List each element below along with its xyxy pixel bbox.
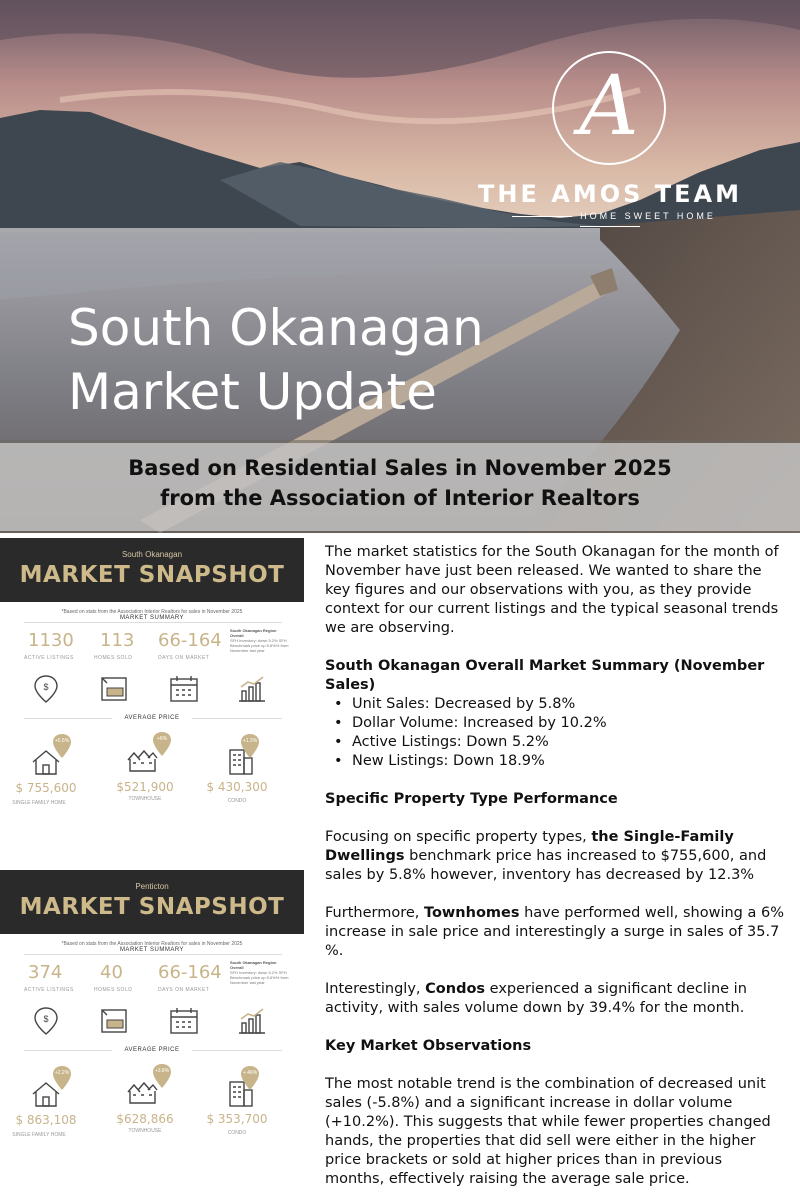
page-title bbox=[68, 296, 628, 424]
dollar-pin-icon bbox=[30, 1005, 62, 1037]
homes-sold-value: 40 bbox=[100, 962, 123, 983]
days-on-market-value: 66-164 bbox=[158, 962, 222, 983]
townhouse-label: TOWNHOUSE bbox=[128, 1128, 162, 1134]
region-note-text: SFH Inventory: down 5.2% SFH Benchmark price up 5.6%% from November last year bbox=[230, 638, 289, 653]
summary-heading: South Okanagan Overall Market Summary (November Sales) bbox=[325, 658, 765, 693]
dollar-pin-icon bbox=[30, 673, 62, 705]
divider bbox=[24, 622, 282, 623]
logo-monogram-icon bbox=[541, 48, 677, 168]
summary-item: • Unit Sales: Decreased by 5.8% bbox=[325, 695, 785, 714]
active-listings-value: 374 bbox=[28, 962, 63, 983]
summary-list bbox=[325, 695, 785, 771]
card-footnote: *Based on stats from the Association Interior Realtors for sales in November 2025 bbox=[61, 609, 243, 615]
logo-tagline: HOME SWEET HOME bbox=[470, 211, 750, 231]
days-on-market-value: 66-164 bbox=[158, 630, 222, 651]
average-price-label: AVERAGE PRICE bbox=[112, 1047, 192, 1053]
region-note bbox=[230, 960, 290, 985]
townhouse-price: $521,900 bbox=[116, 780, 174, 794]
th-text-post: have performed well, showing a 6% increase in sale price and interestingly a surge in sales of 35.7 %. bbox=[325, 905, 784, 959]
condo-text-bold: Condos bbox=[425, 981, 486, 997]
performance-heading: Specific Property Type Performance bbox=[325, 791, 618, 807]
active-listings-label: ACTIVE LISTINGS bbox=[24, 987, 74, 993]
th-text-bold: Townhomes bbox=[423, 905, 520, 921]
market-snapshot-card bbox=[0, 538, 304, 820]
th-change-badge bbox=[152, 731, 172, 757]
sfd-text-post: benchmark price has increased to $755,600, and sales by 5.8% however, inventory has decreased by 12.3% bbox=[325, 848, 767, 883]
condo-text-post: experienced a significant decline in activity, with sales volume down by 39.4% for the month. bbox=[325, 981, 747, 1016]
townhome-paragraph bbox=[325, 904, 785, 961]
article-body bbox=[325, 543, 785, 1189]
condo-label: CONDO bbox=[227, 1130, 247, 1136]
divider bbox=[24, 954, 282, 955]
page-subtitle bbox=[0, 453, 800, 513]
calendar-icon bbox=[168, 673, 200, 705]
market-summary-label: MARKET SUMMARY bbox=[119, 947, 185, 953]
average-price-label: AVERAGE PRICE bbox=[112, 715, 192, 721]
card-title: MARKET SNAPSHOT bbox=[19, 894, 285, 920]
sfh-label: SINGLE FAMILY HOME bbox=[12, 1132, 66, 1138]
sfh-change-value: +2.2% bbox=[54, 1070, 70, 1076]
amos-team-logo bbox=[470, 48, 750, 221]
homes-sold-value: 113 bbox=[100, 630, 135, 651]
card-city: Penticton bbox=[135, 882, 169, 891]
th-text-pre: Furthermore, bbox=[325, 905, 424, 921]
observations-paragraph: The most notable trend is the combination of decreased unit sales (-5.8%) and a significant increase in dollar volume (+10.2%). This suggests that while fewer properties changed hands, the properties that did sell were either in the higher price brackets or sold at higher prices than in previous months, effectively raising the average sale price. bbox=[325, 1076, 771, 1187]
region-note bbox=[230, 628, 290, 653]
card-city: South Okanagan bbox=[121, 550, 183, 559]
logo-team-name: THE AMOS TEAM bbox=[478, 180, 742, 208]
th-change-value: +6% bbox=[156, 736, 168, 742]
condo-change-value: +1.3% bbox=[242, 738, 258, 744]
region-note-text: SFH Inventory: down 5.2% SFH Benchmark price up 5.6%% from November last year bbox=[230, 970, 289, 985]
subtitle-line-1: Based on Residential Sales in November 2025 bbox=[128, 456, 672, 480]
active-listings-label: ACTIVE LISTINGS bbox=[24, 655, 74, 661]
card-title: MARKET SNAPSHOT bbox=[19, 562, 285, 588]
svg-text:$: $ bbox=[43, 682, 49, 692]
days-on-market-label: DAYS ON MARKET bbox=[158, 655, 210, 661]
sfh-price: $ 755,600 bbox=[15, 781, 77, 795]
condo-text-pre: Interestingly, bbox=[325, 981, 426, 997]
market-summary-label: MARKET SUMMARY bbox=[119, 615, 185, 621]
observations-heading: Key Market Observations bbox=[325, 1038, 532, 1054]
th-change-badge bbox=[152, 1063, 172, 1089]
card-footnote: *Based on stats from the Association Interior Realtors for sales in November 2025 bbox=[61, 941, 243, 947]
sfd-paragraph bbox=[325, 828, 785, 885]
sfh-change-badge bbox=[52, 733, 72, 759]
summary-item: • New Listings: Down 18.9% bbox=[325, 752, 785, 771]
condo-label: CONDO bbox=[227, 798, 247, 804]
condo-change-badge bbox=[240, 1065, 260, 1091]
sold-sign-icon bbox=[98, 1005, 130, 1037]
th-change-value: +3.8% bbox=[154, 1068, 170, 1074]
region-note-title: South Okanagan Region Overall bbox=[230, 628, 277, 638]
condo-price: $ 353,700 bbox=[206, 1112, 268, 1126]
growth-chart-icon bbox=[236, 673, 268, 705]
days-on-market-label: DAYS ON MARKET bbox=[158, 987, 210, 993]
title-line-1: South Okanagan bbox=[68, 299, 484, 357]
intro-paragraph: The market statistics for the South Okanagan for the month of November have just been released. We wanted to share the key figures and our observations with you, as they provide context for our current listings and the typical seasonal trends we are observing. bbox=[325, 544, 779, 636]
sfh-change-value: +5.5% bbox=[54, 738, 70, 744]
svg-text:$: $ bbox=[43, 1014, 49, 1024]
condo-price: $ 430,300 bbox=[206, 780, 268, 794]
sfh-label: SINGLE FAMILY HOME bbox=[12, 800, 66, 806]
condo-change-badge bbox=[240, 733, 260, 759]
condo-paragraph bbox=[325, 980, 785, 1018]
summary-item: • Dollar Volume: Increased by 10.2% bbox=[325, 714, 785, 733]
sfh-change-badge bbox=[52, 1065, 72, 1091]
active-listings-value: 1130 bbox=[28, 630, 74, 651]
svg-text:A: A bbox=[579, 59, 639, 154]
sfd-text-pre: Focusing on specific property types, bbox=[325, 829, 592, 845]
subtitle-line-2: from the Association of Interior Realtors bbox=[160, 486, 640, 510]
townhouse-label: TOWNHOUSE bbox=[128, 796, 162, 802]
summary-item: • Active Listings: Down 5.2% bbox=[325, 733, 785, 752]
homes-sold-label: HOMES SOLD bbox=[94, 987, 133, 993]
title-line-2: Market Update bbox=[68, 363, 437, 421]
sfh-price: $ 863,108 bbox=[15, 1113, 77, 1127]
market-snapshot-card bbox=[0, 870, 304, 1152]
growth-chart-icon bbox=[236, 1005, 268, 1037]
region-note-title: South Okanagan Region Overall bbox=[230, 960, 277, 970]
hero-banner bbox=[0, 0, 800, 533]
calendar-icon bbox=[168, 1005, 200, 1037]
homes-sold-label: HOMES SOLD bbox=[94, 655, 133, 661]
townhouse-price: $628,866 bbox=[116, 1112, 174, 1126]
sfd-text-bold: the Single-Family Dwellings bbox=[325, 829, 734, 864]
condo-change-value: +.46% bbox=[242, 1070, 258, 1076]
sold-sign-icon bbox=[98, 673, 130, 705]
